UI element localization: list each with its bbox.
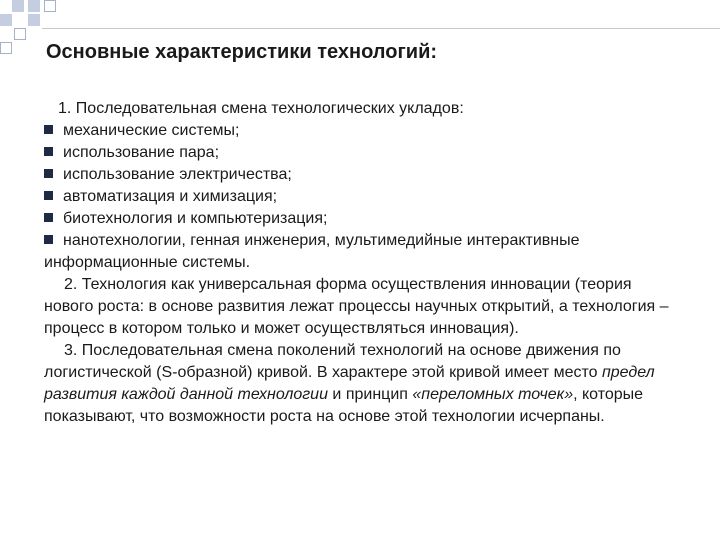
list-item — [44, 164, 684, 186]
header-divider-line — [42, 28, 720, 29]
square-bullet-icon — [44, 125, 53, 134]
list-item — [44, 208, 684, 230]
bullet-text: механические системы; — [63, 122, 240, 139]
decor-square — [28, 14, 40, 26]
item3-italic-text: предел развития каждой данной технологии — [44, 364, 655, 403]
list-item — [44, 186, 684, 208]
list-item — [44, 142, 684, 164]
item3-text: 3. Последовательная смена поколений технологий на основе движения по логистической (S-образной) кривой. В характере этой кривой имеет место — [44, 342, 621, 381]
decor-square — [44, 0, 56, 12]
list-item — [44, 120, 684, 142]
square-bullet-icon — [44, 191, 53, 200]
item3-text: , которые показывают, что возможности роста на основе этой технологии исчерпаны. — [44, 386, 644, 425]
square-bullet-icon — [44, 213, 53, 222]
slide-body — [44, 98, 684, 428]
bullet-text: автоматизация и химизация; — [63, 188, 278, 205]
square-bullet-icon — [44, 235, 53, 244]
item3-paragraph — [44, 340, 684, 428]
square-bullet-icon — [44, 147, 53, 156]
decor-square — [28, 0, 40, 12]
bullet-text: нанотехнологии, генная инженерия, мультимедийные интерактивные информационные системы. — [44, 232, 580, 271]
slide-title: Основные характеристики технологий: — [46, 41, 438, 63]
item3-text: и принцип — [327, 386, 413, 403]
decor-square — [0, 14, 12, 26]
decor-square — [0, 42, 12, 54]
item2-paragraph: 2. Технология как универсальная форма осуществления инновации (теория нового роста: в основе развития лежат процессы научных открытий, а технология – процесс в котором только и может осуществляться инновация). — [44, 276, 669, 337]
bullet-text: биотехнология и компьютеризация; — [63, 210, 328, 227]
item1-intro: 1. Последовательная смена технологических укладов: — [58, 100, 464, 117]
decor-square — [14, 28, 26, 40]
item3-italic-text: «переломных точек» — [412, 386, 574, 403]
decor-square — [12, 0, 24, 12]
square-bullet-icon — [44, 169, 53, 178]
bullet-text: использование электричества; — [63, 166, 292, 183]
list-item — [44, 230, 684, 274]
bullet-text: использование пара; — [63, 144, 220, 161]
